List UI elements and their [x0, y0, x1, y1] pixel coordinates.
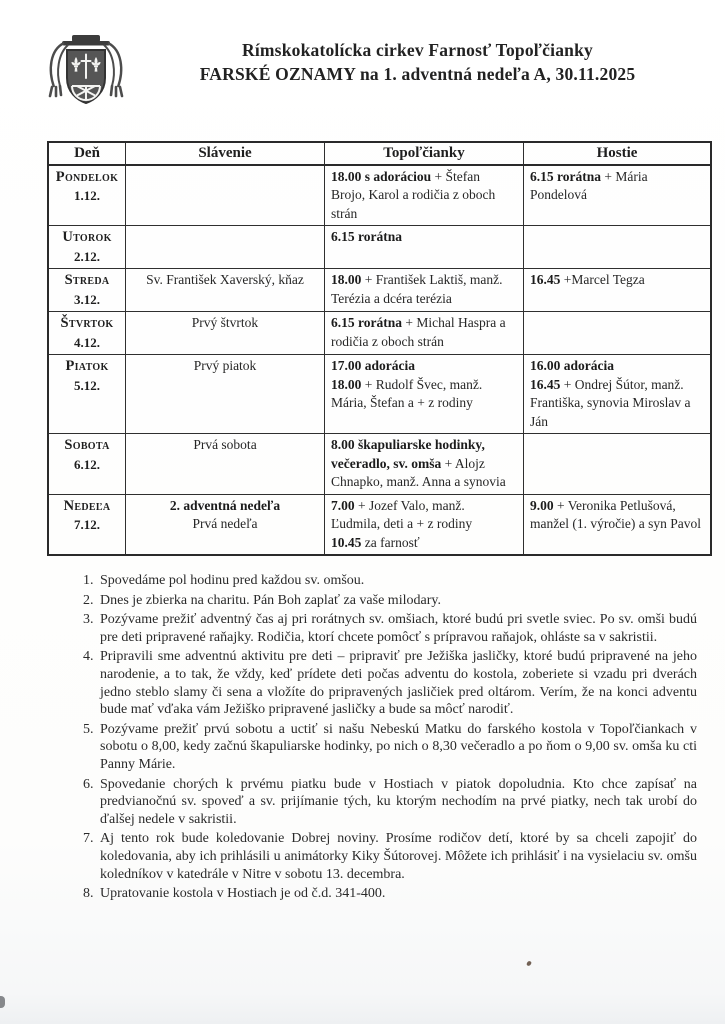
cell-entry: 16.45 +Marcel Tegza	[530, 272, 645, 287]
parish-name: Rímskokatolícka cirkev Farnosť Topoľčianky	[242, 40, 593, 60]
announcement-item: 4. Pripravili sme adventnú aktivitu pre deti – pripraviť pre Ježiška jasličky, ktoré budú pripravené na jeho narodenie, a to tak, že vždy, keď prídete deti počas adventu do kostola, zoberiete si vzadu pri dverách jedno steblo slamy či sena a vložíte do pripravených jasličiek pred oltárom. Verím, že na konci adventu bude mať vďaka vám Ježiško pripravené jasličky a bude sa môcť narodiť.	[97, 648, 697, 718]
header-row	[48, 142, 711, 165]
hostie-cell	[524, 494, 712, 555]
day-cell	[48, 494, 126, 555]
mass-schedule-table	[47, 141, 712, 556]
cell-entry: 6.15 rorátna + Michal Haspra a rodičia z oboch strán	[331, 315, 506, 349]
cell-entry: 18.00 + Rudolf Švec, manž. Mária, Štefan a + z rodiny	[331, 376, 483, 410]
cell-entry: 16.00 adorácia	[530, 358, 614, 373]
day-date: 2.12.	[74, 248, 100, 264]
day-date: 3.12.	[74, 291, 100, 307]
cell-entry: Prvá nedeľa	[192, 516, 258, 531]
hostie-cell	[524, 355, 712, 434]
cell-entry: 8.00 škapuliarske hodinky, večeradlo, sv. omša + Alojz Chnapko, manž. Anna a synovia	[331, 437, 506, 489]
day-cell	[48, 355, 126, 434]
cell-entry: 6.15 rorátna	[331, 229, 402, 244]
announcement-item: 3. Pozývame prežiť adventný čas aj pri rorátnych sv. omšiach, ktoré budú pri svetle sviec. Po sv. omši budú pre deti pripravené raňajky. Rodičia, ktorí chcete pomôcť s prípravou raňajok, ohláste sa v sakristii.	[97, 611, 697, 646]
slavenie-cell	[126, 269, 325, 312]
topolcianky-cell	[325, 269, 524, 312]
scan-speck-artifact	[526, 960, 532, 966]
cell-entry: 18.00 + František Laktiš, manž. Terézia a dcéra terézia	[331, 272, 503, 306]
scan-edge-artifact	[0, 996, 5, 1008]
topolcianky-cell	[325, 434, 524, 495]
column-header-slavenie: Slávenie	[126, 142, 325, 165]
day-name: Piatok	[65, 358, 109, 374]
day-cell	[48, 165, 126, 226]
cell-entry: Prvý štvrtok	[191, 315, 259, 330]
cell-entry: 7.00 + Jozef Valo, manž. Ľudmila, deti a + z rodiny	[331, 497, 473, 531]
topolcianky-cell	[325, 226, 524, 269]
topolcianky-cell	[325, 312, 524, 355]
announcement-item: 5. Pozývame prežiť prvú sobotu a uctiť si našu Nebeskú Matku do farského kostola v Topoľčiankach v sobotu o 8,00, kedy začnú škapuliarske hodinky, po nich o 8,30 večeradlo a po ňom o 9,00 sv. omša ku cti Panny Márie.	[97, 721, 697, 774]
day-name: Štvrtok	[60, 315, 114, 331]
announcement-item: 2. Dnes je zbierka na charitu. Pán Boh zaplať za vaše milodary.	[97, 592, 697, 610]
schedule-table-body	[48, 165, 711, 556]
parish-coat-of-arms-icon	[36, 30, 140, 125]
column-header-den: Deň	[48, 142, 126, 165]
hostie-cell	[524, 226, 712, 269]
cell-entry: 18.00 s adoráciou + Štefan Brojo, Karol a rodičia z oboch strán	[331, 168, 496, 221]
slavenie-cell	[126, 312, 325, 355]
cell-entry: 6.15 rorátna + Mária Pondelová	[530, 168, 648, 202]
slavenie-cell	[126, 434, 325, 495]
cell-entry: 16.45 + Ondrej Šútor, manž. Františka, synovia Miroslav a Ján	[530, 376, 691, 429]
topolcianky-cell	[325, 494, 524, 555]
column-header-topolcianky: Topoľčianky	[325, 142, 524, 165]
slavenie-cell	[126, 226, 325, 269]
hostie-cell	[524, 269, 712, 312]
day-date: 5.12.	[74, 377, 100, 393]
day-name: Nedeľa	[63, 497, 111, 514]
day-name: Utorok	[62, 229, 112, 245]
day-name: Sobota	[64, 437, 110, 453]
hostie-cell	[524, 312, 712, 355]
day-date: 1.12.	[74, 188, 100, 203]
cell-entry: 9.00 + Veronika Petlušová, manžel (1. výročie) a syn Pavol	[530, 497, 701, 531]
announcement-item: 8. Upratovanie kostola v Hostiach je od č.d. 341-400.	[97, 885, 697, 903]
cell-entry: Prvá sobota	[193, 437, 257, 452]
column-header-hostie: Hostie	[524, 142, 712, 165]
document-title-block	[140, 30, 695, 86]
topolcianky-cell	[325, 355, 524, 434]
cell-entry: 17.00 adorácia	[331, 358, 415, 373]
table-row	[48, 355, 711, 434]
day-cell	[48, 269, 126, 312]
cell-entry: 10.45 za farnosť	[331, 534, 420, 550]
slavenie-cell	[126, 165, 325, 226]
cell-entry: 2. adventná nedeľa	[169, 497, 281, 513]
day-date: 7.12.	[74, 517, 100, 532]
day-date: 6.12.	[74, 456, 100, 472]
table-row	[48, 434, 711, 495]
day-name: Pondelok	[55, 168, 119, 185]
announcement-item: 6. Spovedanie chorých k prvému piatku bude v Hostiach v piatok dopoludnia. Kto chce zapísať na predvianočnú sv. spoveď a sv. prijímanie tých, ku ktorým nechodím na prvé piatky, nech tak urobí do ďalšej nedele v sakristii.	[97, 776, 697, 829]
bulletin-title: FARSKÉ OZNAMY na 1. adventná nedeľa A, 30.11.2025	[199, 64, 636, 84]
topolcianky-cell	[325, 165, 524, 226]
announcement-item: 7. Aj tento rok bude koledovanie Dobrej noviny. Prosíme rodičov detí, ktoré by sa chceli zapojiť do koledovania, aby ich prihlásili u animátorky Kiky Šútorovej. Môžete ich prihlásiť i na vysielaciu sv. omšu koledníkov v katedrále v Nitre v sobotu 13. decembra.	[97, 830, 697, 883]
table-row	[48, 269, 711, 312]
announcement-item: 1. Spovedáme pol hodinu pred každou sv. omšou.	[97, 572, 697, 590]
day-cell	[48, 434, 126, 495]
hostie-cell	[524, 434, 712, 495]
cell-entry: Prvý piatok	[193, 358, 257, 373]
table-row	[48, 312, 711, 355]
announcements-list	[62, 572, 697, 903]
day-cell	[48, 226, 126, 269]
document-header	[0, 30, 725, 125]
slavenie-cell	[126, 494, 325, 555]
table-row	[48, 226, 711, 269]
day-name: Streda	[64, 272, 110, 288]
schedule-table-head	[48, 142, 711, 165]
day-date: 4.12.	[74, 334, 100, 350]
slavenie-cell	[126, 355, 325, 434]
table-row	[48, 165, 711, 226]
table-row	[48, 494, 711, 555]
hostie-cell	[524, 165, 712, 226]
day-cell	[48, 312, 126, 355]
cell-entry: Sv. František Xaverský, kňaz	[146, 272, 304, 287]
